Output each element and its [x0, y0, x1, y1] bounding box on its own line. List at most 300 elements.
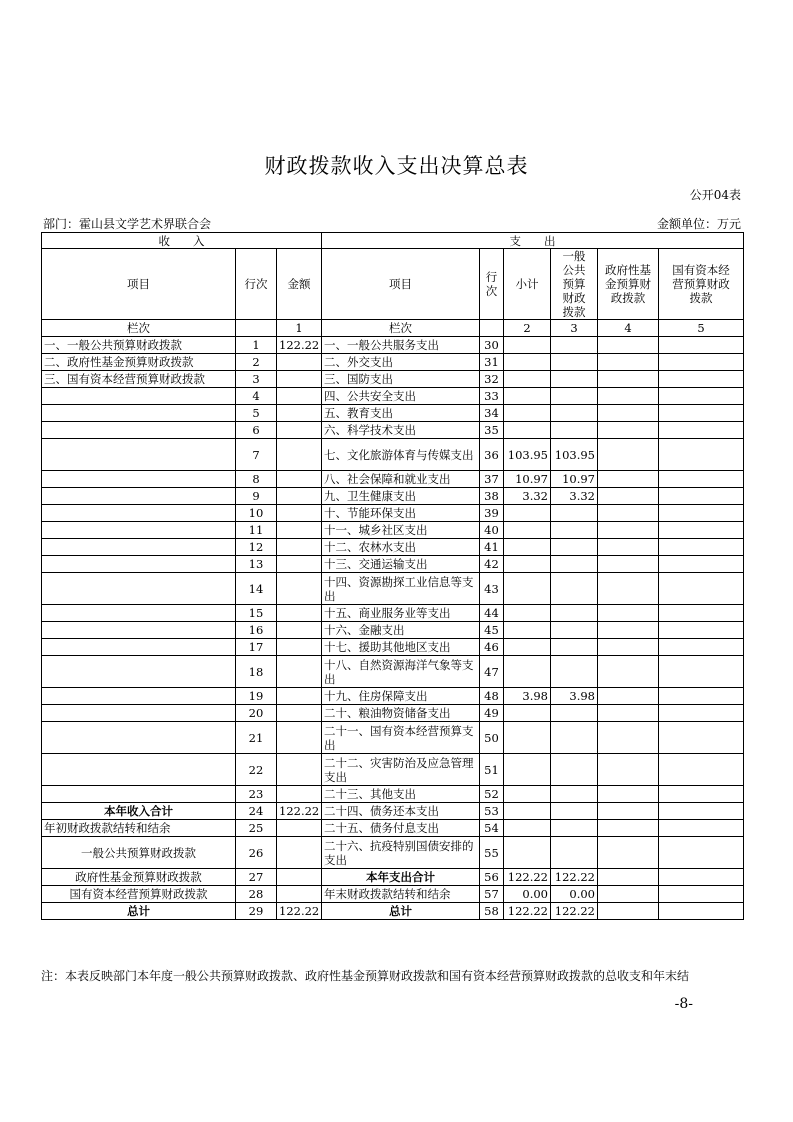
income-amount-cell: 122.22 — [277, 803, 322, 820]
gov-fund-cell — [598, 422, 659, 439]
income-item-cell — [42, 488, 236, 505]
general-budget-cell — [551, 539, 598, 556]
col-1: 1 — [277, 320, 322, 337]
income-line-no-cell: 8 — [236, 471, 277, 488]
income-line-no-cell: 17 — [236, 639, 277, 656]
state-capital-cell — [659, 371, 744, 388]
income-line-no-cell: 28 — [236, 886, 277, 903]
income-item-cell — [42, 505, 236, 522]
income-item-cell: 本年收入合计 — [42, 803, 236, 820]
income-line-no-cell: 9 — [236, 488, 277, 505]
table-row — [42, 903, 744, 920]
general-budget-cell: 3.32 — [551, 488, 598, 505]
general-budget-cell — [551, 422, 598, 439]
general-budget-cell — [551, 573, 598, 605]
income-line-no-cell: 18 — [236, 656, 277, 688]
state-capital-cell — [659, 422, 744, 439]
expense-line-no-cell: 55 — [480, 837, 504, 869]
state-capital-cell — [659, 605, 744, 622]
subtotal-cell — [504, 820, 551, 837]
income-line-no-cell: 15 — [236, 605, 277, 622]
income-amount-cell — [277, 754, 322, 786]
gov-fund-cell — [598, 903, 659, 920]
state-capital-cell — [659, 803, 744, 820]
income-item-cell — [42, 786, 236, 803]
state-capital-cell — [659, 354, 744, 371]
subtotal-cell — [504, 505, 551, 522]
subtotal-cell — [504, 371, 551, 388]
income-item-cell: 总计 — [42, 903, 236, 920]
income-amount-cell — [277, 471, 322, 488]
gov-fund-cell — [598, 786, 659, 803]
state-capital-cell — [659, 405, 744, 422]
table-row — [42, 354, 744, 371]
expense-item-cell: 二十四、债务还本支出 — [322, 803, 480, 820]
general-budget-cell: 103.95 — [551, 439, 598, 471]
general-budget-cell — [551, 722, 598, 754]
table-row — [42, 505, 744, 522]
table-row — [42, 405, 744, 422]
general-budget-cell — [551, 754, 598, 786]
income-item-cell — [42, 656, 236, 688]
income-line-no-cell: 26 — [236, 837, 277, 869]
income-line-no-cell: 22 — [236, 754, 277, 786]
expense-line-no-header: 行次 — [480, 249, 504, 320]
empty-cell — [236, 320, 277, 337]
expense-line-no-cell: 42 — [480, 556, 504, 573]
subtotal-cell — [504, 639, 551, 656]
department-label: 部门：霍山县文学艺术界联合会 — [43, 217, 212, 231]
gov-fund-cell — [598, 886, 659, 903]
state-capital-cell — [659, 869, 744, 886]
expense-line-no-cell: 33 — [480, 388, 504, 405]
subtotal-cell: 3.32 — [504, 488, 551, 505]
state-capital-cell — [659, 786, 744, 803]
subtotal-cell — [504, 705, 551, 722]
expense-line-no-cell: 30 — [480, 337, 504, 354]
table-row — [42, 522, 744, 539]
general-budget-header: 一般公共预算财政拨款 — [551, 249, 598, 320]
income-line-no-cell: 13 — [236, 556, 277, 573]
income-line-no-cell: 19 — [236, 688, 277, 705]
table-row — [42, 722, 744, 754]
state-capital-header: 国有资本经营预算财政拨款 — [659, 249, 744, 320]
subtotal-cell — [504, 656, 551, 688]
general-budget-cell: 122.22 — [551, 903, 598, 920]
expense-item-cell: 年末财政拨款结转和结余 — [322, 886, 480, 903]
subtotal-cell: 3.98 — [504, 688, 551, 705]
subtotal-cell: 10.97 — [504, 471, 551, 488]
income-amount-cell — [277, 388, 322, 405]
table-row — [42, 556, 744, 573]
expense-item-cell: 二十、粮油物资储备支出 — [322, 705, 480, 722]
expense-item-cell: 本年支出合计 — [322, 869, 480, 886]
expense-line-no-cell: 43 — [480, 573, 504, 605]
income-item-cell: 三、国有资本经营预算财政拨款 — [42, 371, 236, 388]
income-amount-cell — [277, 705, 322, 722]
general-budget-cell: 3.98 — [551, 688, 598, 705]
expense-line-no-cell: 46 — [480, 639, 504, 656]
income-item-cell — [42, 754, 236, 786]
income-amount-cell — [277, 622, 322, 639]
general-budget-cell — [551, 522, 598, 539]
income-amount-cell — [277, 722, 322, 754]
income-item-cell — [42, 622, 236, 639]
subtotal-cell — [504, 803, 551, 820]
general-budget-cell: 0.00 — [551, 886, 598, 903]
expense-line-no-cell: 44 — [480, 605, 504, 622]
state-capital-cell — [659, 903, 744, 920]
table-row — [42, 422, 744, 439]
income-line-no-cell: 29 — [236, 903, 277, 920]
gov-fund-cell — [598, 754, 659, 786]
expense-line-no-cell: 38 — [480, 488, 504, 505]
footnote: 注：本表反映部门本年度一般公共预算财政拨款、政府性基金预算财政拨款和国有资本经营预算财政拨款的总收支和年末结 — [41, 969, 690, 983]
gov-fund-cell — [598, 573, 659, 605]
gov-fund-cell — [598, 869, 659, 886]
income-amount-cell — [277, 488, 322, 505]
gov-fund-cell — [598, 371, 659, 388]
general-budget-cell — [551, 820, 598, 837]
gov-fund-cell — [598, 405, 659, 422]
gov-fund-cell — [598, 688, 659, 705]
expense-line-no-cell: 39 — [480, 505, 504, 522]
gov-fund-cell — [598, 337, 659, 354]
expense-item-cell: 八、社会保障和就业支出 — [322, 471, 480, 488]
subtotal-cell — [504, 722, 551, 754]
table-row — [42, 573, 744, 605]
expense-line-no-cell: 45 — [480, 622, 504, 639]
subtotal-cell — [504, 786, 551, 803]
expense-item-cell: 十三、交通运输支出 — [322, 556, 480, 573]
income-item-cell — [42, 405, 236, 422]
expense-line-no-cell: 57 — [480, 886, 504, 903]
gov-fund-cell — [598, 837, 659, 869]
income-item-cell: 二、政府性基金预算财政拨款 — [42, 354, 236, 371]
subtotal-cell — [504, 754, 551, 786]
general-budget-cell — [551, 605, 598, 622]
income-amount-cell — [277, 820, 322, 837]
expense-item-cell: 二十二、灾害防治及应急管理支出 — [322, 754, 480, 786]
expense-item-cell: 一、一般公共服务支出 — [322, 337, 480, 354]
general-budget-cell — [551, 803, 598, 820]
income-amount-cell — [277, 522, 322, 539]
col-label: 栏次 — [42, 320, 236, 337]
table-row — [42, 869, 744, 886]
appropriation-table — [41, 232, 744, 920]
table-row — [42, 622, 744, 639]
income-line-no-cell: 21 — [236, 722, 277, 754]
income-amount-cell: 122.22 — [277, 337, 322, 354]
income-item-cell — [42, 539, 236, 556]
state-capital-cell — [659, 639, 744, 656]
expense-line-no-cell: 47 — [480, 656, 504, 688]
gov-fund-cell — [598, 639, 659, 656]
table-row — [42, 705, 744, 722]
table-row — [42, 820, 744, 837]
subtotal-cell — [504, 556, 551, 573]
income-amount-cell — [277, 688, 322, 705]
income-amount-cell — [277, 539, 322, 556]
col-5: 5 — [659, 320, 744, 337]
table-row — [42, 605, 744, 622]
state-capital-cell — [659, 705, 744, 722]
income-amount-cell — [277, 869, 322, 886]
gov-fund-cell — [598, 820, 659, 837]
income-amount-cell — [277, 505, 322, 522]
expense-item-cell: 四、公共安全支出 — [322, 388, 480, 405]
income-item-cell — [42, 639, 236, 656]
expense-line-no-cell: 36 — [480, 439, 504, 471]
income-item-cell: 年初财政拨款结转和结余 — [42, 820, 236, 837]
state-capital-cell — [659, 656, 744, 688]
expense-item-cell: 十六、金融支出 — [322, 622, 480, 639]
general-budget-cell — [551, 786, 598, 803]
expense-line-no-cell: 56 — [480, 869, 504, 886]
state-capital-cell — [659, 439, 744, 471]
unit-label: 金额单位：万元 — [656, 217, 741, 231]
subtotal-cell: 103.95 — [504, 439, 551, 471]
gov-fund-cell — [598, 605, 659, 622]
income-line-no-cell: 20 — [236, 705, 277, 722]
table-row — [42, 488, 744, 505]
state-capital-cell — [659, 688, 744, 705]
expense-item-cell: 二十三、其他支出 — [322, 786, 480, 803]
gov-fund-cell — [598, 471, 659, 488]
subtotal-cell — [504, 539, 551, 556]
income-item-cell — [42, 605, 236, 622]
income-amount-cell — [277, 556, 322, 573]
general-budget-cell: 122.22 — [551, 869, 598, 886]
expense-line-no-cell: 49 — [480, 705, 504, 722]
income-amount-cell — [277, 656, 322, 688]
table-row — [42, 471, 744, 488]
expense-item-cell: 十、节能环保支出 — [322, 505, 480, 522]
subtotal-cell: 0.00 — [504, 886, 551, 903]
table-row — [42, 656, 744, 688]
income-line-no-cell: 5 — [236, 405, 277, 422]
gov-fund-cell — [598, 388, 659, 405]
expense-item-cell: 二十五、债务付息支出 — [322, 820, 480, 837]
income-line-no-header: 行次 — [236, 249, 277, 320]
income-item-cell: 一、一般公共预算财政拨款 — [42, 337, 236, 354]
subtotal-cell — [504, 337, 551, 354]
gov-fund-cell — [598, 522, 659, 539]
gov-fund-cell — [598, 505, 659, 522]
general-budget-cell — [551, 556, 598, 573]
table-row — [42, 539, 744, 556]
income-line-no-cell: 4 — [236, 388, 277, 405]
table-row — [42, 803, 744, 820]
expense-item-cell: 五、教育支出 — [322, 405, 480, 422]
expense-item-cell: 二、外交支出 — [322, 354, 480, 371]
subtotal-header: 小计 — [504, 249, 551, 320]
state-capital-cell — [659, 820, 744, 837]
income-amount-cell — [277, 439, 322, 471]
general-budget-cell — [551, 371, 598, 388]
expense-item-cell: 十九、住房保障支出 — [322, 688, 480, 705]
income-amount-cell — [277, 354, 322, 371]
income-line-no-cell: 3 — [236, 371, 277, 388]
amount-header: 金额 — [277, 249, 322, 320]
income-line-no-cell: 24 — [236, 803, 277, 820]
expense-line-no-cell: 41 — [480, 539, 504, 556]
state-capital-cell — [659, 886, 744, 903]
income-amount-cell: 122.22 — [277, 903, 322, 920]
income-item-cell — [42, 556, 236, 573]
general-budget-cell — [551, 656, 598, 688]
empty-cell — [480, 320, 504, 337]
col-4: 4 — [598, 320, 659, 337]
expense-line-no-cell: 54 — [480, 820, 504, 837]
table-row — [42, 337, 744, 354]
general-budget-cell — [551, 705, 598, 722]
subtotal-cell — [504, 354, 551, 371]
table-row — [42, 837, 744, 869]
expense-item-cell: 二十一、国有资本经营预算支出 — [322, 722, 480, 754]
expense-line-no-cell: 53 — [480, 803, 504, 820]
state-capital-cell — [659, 754, 744, 786]
general-budget-cell — [551, 337, 598, 354]
expense-line-no-cell: 34 — [480, 405, 504, 422]
income-item-cell — [42, 705, 236, 722]
table-row — [42, 371, 744, 388]
expense-group-header: 支 出 — [322, 233, 744, 249]
income-item-cell — [42, 722, 236, 754]
income-line-no-cell: 1 — [236, 337, 277, 354]
income-amount-cell — [277, 786, 322, 803]
general-budget-cell — [551, 505, 598, 522]
gov-fund-cell — [598, 705, 659, 722]
expense-item-cell: 七、文化旅游体育与传媒支出 — [322, 439, 480, 471]
expense-item-header: 项目 — [322, 249, 480, 320]
income-item-header: 项目 — [42, 249, 236, 320]
general-budget-cell — [551, 354, 598, 371]
table-row — [42, 639, 744, 656]
expense-item-cell: 九、卫生健康支出 — [322, 488, 480, 505]
income-line-no-cell: 11 — [236, 522, 277, 539]
page-title: 财政拨款收入支出决算总表 — [264, 154, 529, 178]
state-capital-cell — [659, 522, 744, 539]
income-item-cell — [42, 522, 236, 539]
expense-item-cell: 六、科学技术支出 — [322, 422, 480, 439]
expense-item-cell: 十四、资源勘探工业信息等支出 — [322, 573, 480, 605]
general-budget-cell — [551, 388, 598, 405]
income-item-cell — [42, 688, 236, 705]
page-number: -8- — [674, 996, 693, 1012]
subtotal-cell: 122.22 — [504, 869, 551, 886]
state-capital-cell — [659, 722, 744, 754]
expense-item-cell: 十八、自然资源海洋气象等支出 — [322, 656, 480, 688]
table-row — [42, 439, 744, 471]
income-line-no-cell: 27 — [236, 869, 277, 886]
expense-item-cell: 十七、援助其他地区支出 — [322, 639, 480, 656]
table-row — [42, 688, 744, 705]
income-amount-cell — [277, 886, 322, 903]
expense-item-cell: 十二、农林水支出 — [322, 539, 480, 556]
expense-line-no-cell: 51 — [480, 754, 504, 786]
subtotal-cell — [504, 573, 551, 605]
table-row — [42, 786, 744, 803]
subtotal-cell — [504, 522, 551, 539]
subtotal-cell — [504, 405, 551, 422]
gov-fund-header: 政府性基金预算财政拨款 — [598, 249, 659, 320]
expense-line-no-cell: 31 — [480, 354, 504, 371]
table-row — [42, 754, 744, 786]
expense-item-cell: 二十六、抗疫特别国债安排的支出 — [322, 837, 480, 869]
gov-fund-cell — [598, 354, 659, 371]
expense-line-no-cell: 58 — [480, 903, 504, 920]
group-header-row — [42, 233, 744, 249]
income-amount-cell — [277, 371, 322, 388]
gov-fund-cell — [598, 539, 659, 556]
income-line-no-cell: 2 — [236, 354, 277, 371]
gov-fund-cell — [598, 488, 659, 505]
subtotal-cell — [504, 837, 551, 869]
subtotal-cell — [504, 388, 551, 405]
income-item-cell — [42, 471, 236, 488]
state-capital-cell — [659, 488, 744, 505]
expense-line-no-cell: 40 — [480, 522, 504, 539]
state-capital-cell — [659, 471, 744, 488]
income-line-no-cell: 16 — [236, 622, 277, 639]
general-budget-cell: 10.97 — [551, 471, 598, 488]
expense-line-no-cell: 48 — [480, 688, 504, 705]
state-capital-cell — [659, 539, 744, 556]
table-row — [42, 388, 744, 405]
income-group-header: 收 入 — [42, 233, 322, 249]
state-capital-cell — [659, 337, 744, 354]
income-item-cell — [42, 422, 236, 439]
income-line-no-cell: 25 — [236, 820, 277, 837]
state-capital-cell — [659, 388, 744, 405]
column-header-row — [42, 249, 744, 320]
gov-fund-cell — [598, 656, 659, 688]
state-capital-cell — [659, 556, 744, 573]
income-amount-cell — [277, 605, 322, 622]
state-capital-cell — [659, 505, 744, 522]
income-line-no-cell: 10 — [236, 505, 277, 522]
income-line-no-cell: 12 — [236, 539, 277, 556]
gov-fund-cell — [598, 622, 659, 639]
state-capital-cell — [659, 837, 744, 869]
income-amount-cell — [277, 422, 322, 439]
income-item-cell — [42, 573, 236, 605]
general-budget-cell — [551, 405, 598, 422]
expense-item-cell: 三、国防支出 — [322, 371, 480, 388]
subtotal-cell — [504, 422, 551, 439]
general-budget-cell — [551, 639, 598, 656]
general-budget-cell — [551, 837, 598, 869]
income-item-cell — [42, 439, 236, 471]
state-capital-cell — [659, 622, 744, 639]
income-item-cell: 一般公共预算财政拨款 — [42, 837, 236, 869]
expense-line-no-cell: 37 — [480, 471, 504, 488]
col-2: 2 — [504, 320, 551, 337]
income-line-no-cell: 7 — [236, 439, 277, 471]
expense-item-cell: 十五、商业服务业等支出 — [322, 605, 480, 622]
income-item-cell: 国有资本经营预算财政拨款 — [42, 886, 236, 903]
expense-line-no-cell: 35 — [480, 422, 504, 439]
income-amount-cell — [277, 639, 322, 656]
income-line-no-cell: 6 — [236, 422, 277, 439]
income-line-no-cell: 14 — [236, 573, 277, 605]
col-3: 3 — [551, 320, 598, 337]
expense-line-no-cell: 32 — [480, 371, 504, 388]
subtotal-cell — [504, 605, 551, 622]
gov-fund-cell — [598, 556, 659, 573]
column-index-row — [42, 320, 744, 337]
